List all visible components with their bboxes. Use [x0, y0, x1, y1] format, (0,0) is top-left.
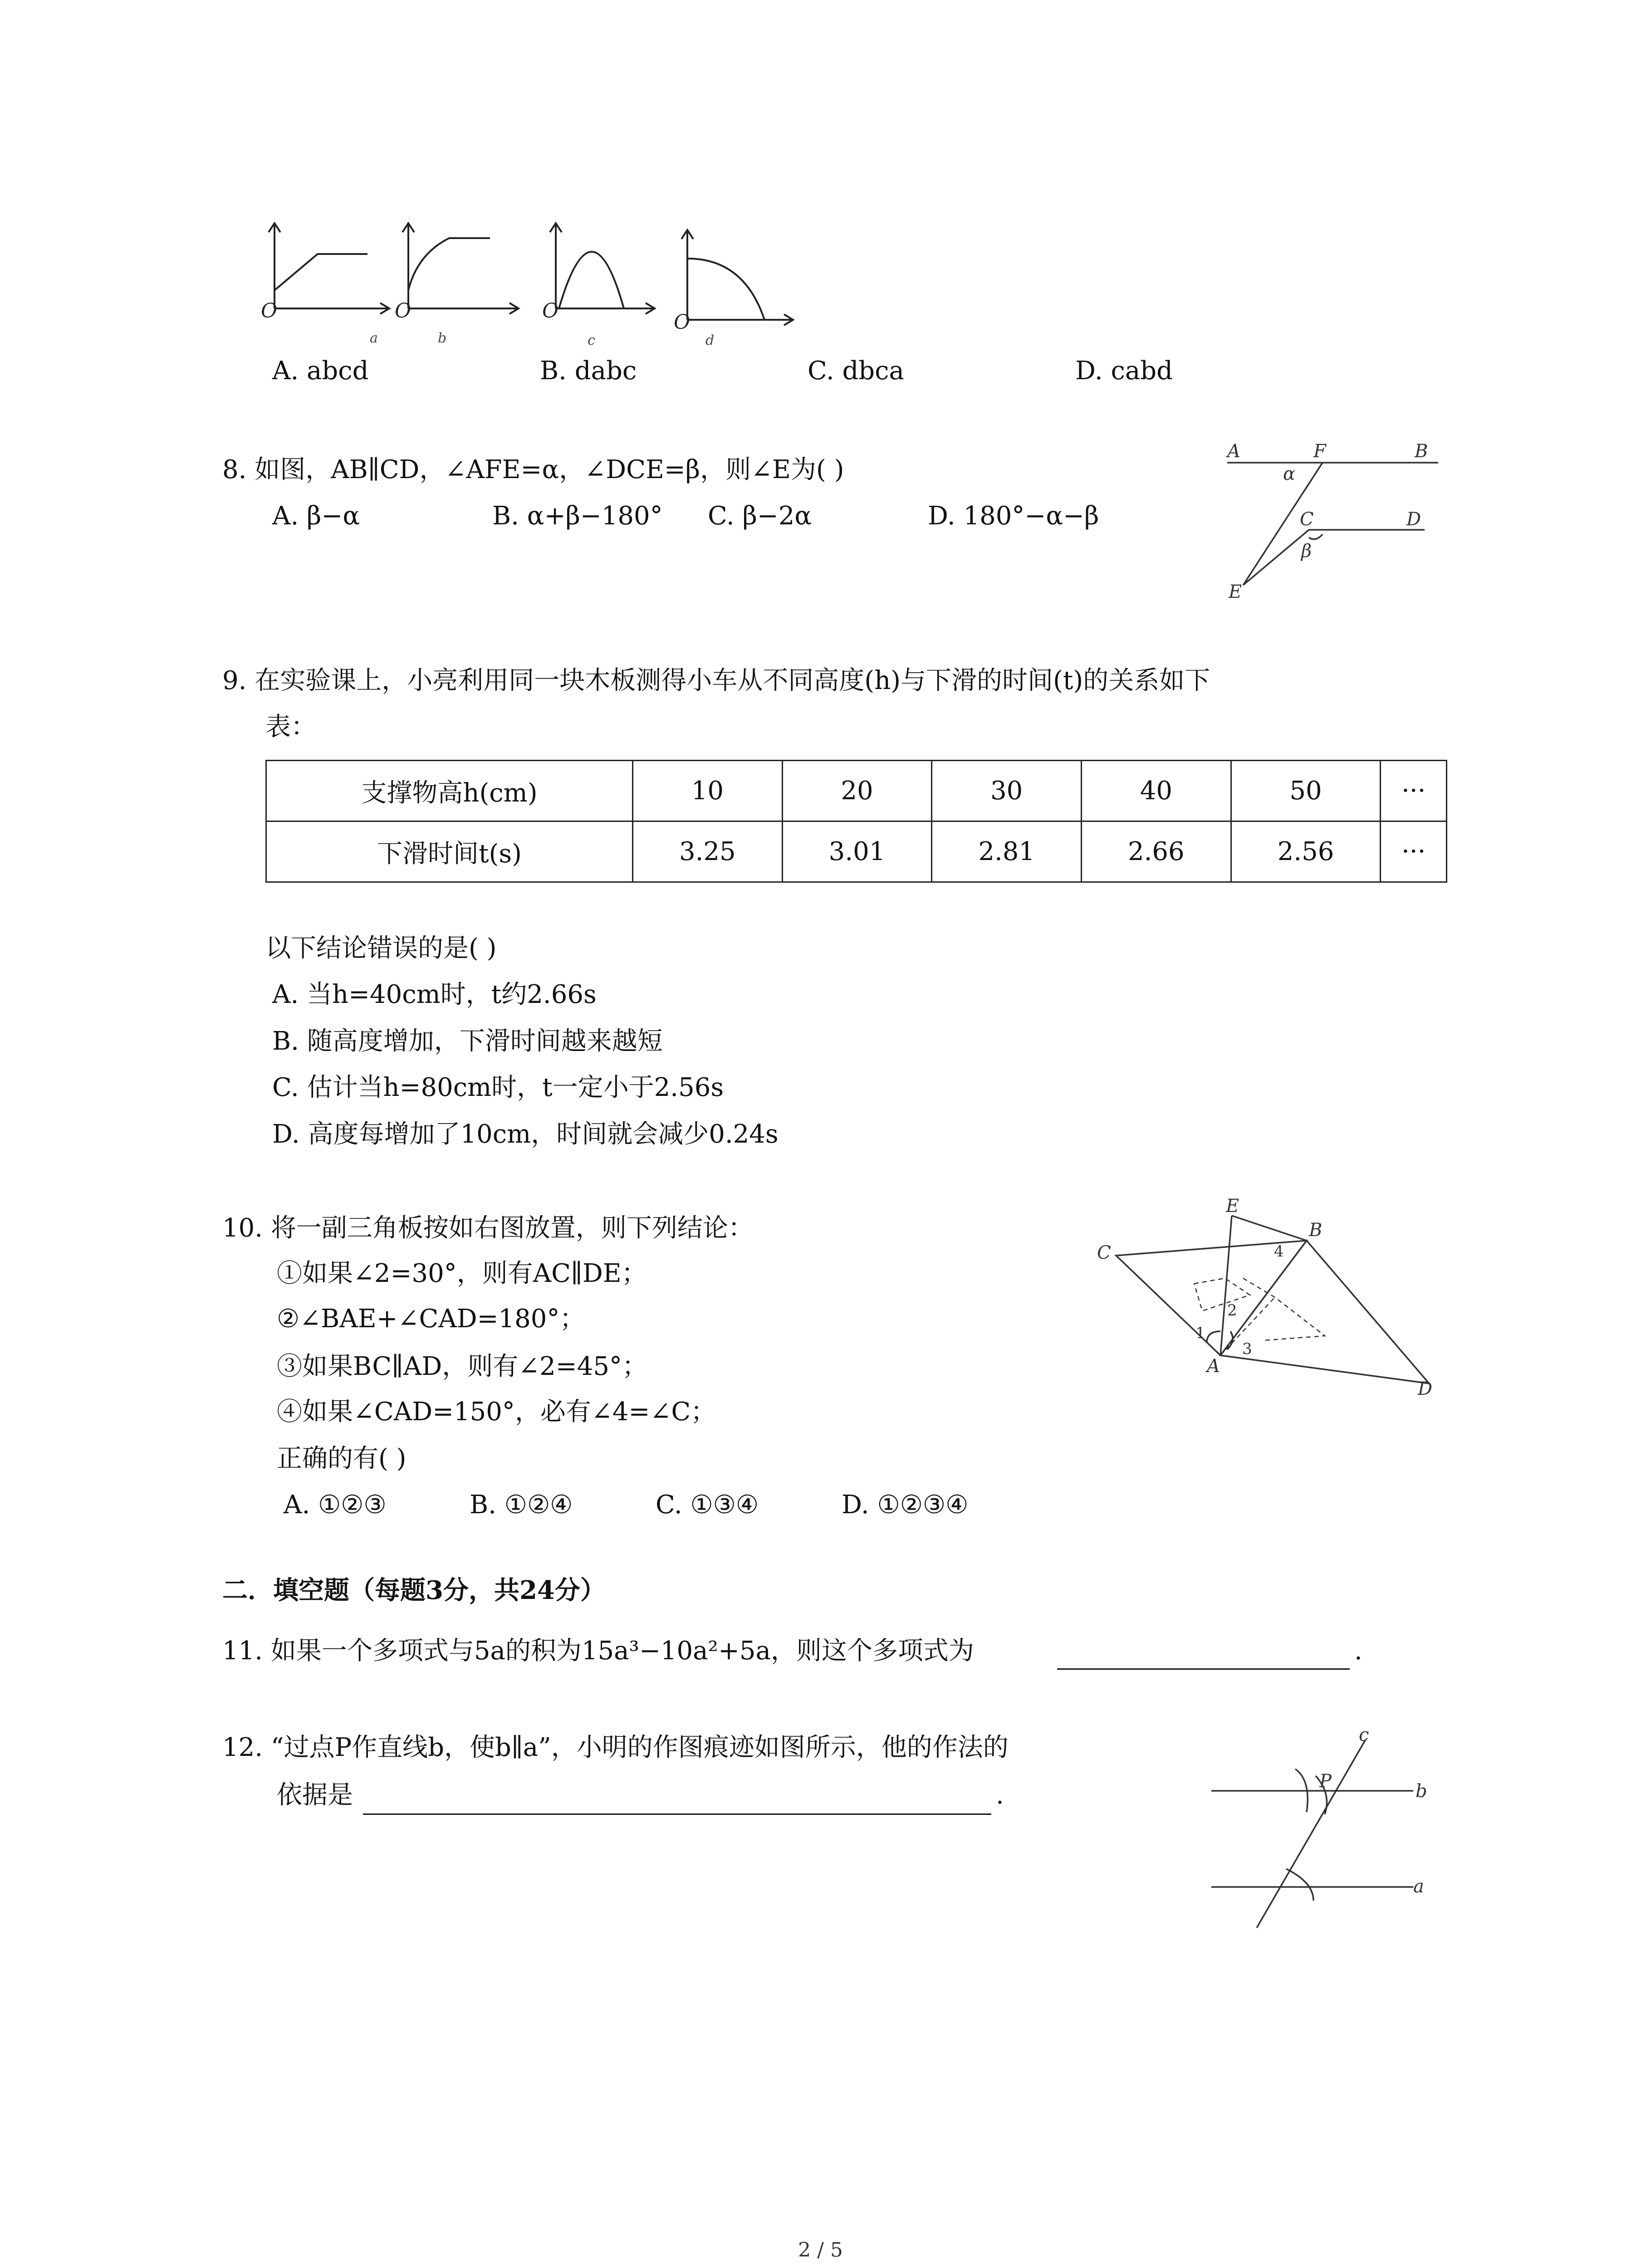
q10-stem: 10. 将一副三角板按如右图放置，则下列结论：: [222, 1213, 754, 1243]
q11-end: .: [1354, 1636, 1362, 1666]
q10-item-3: ③如果BC∥AD，则有∠2=45°；: [277, 1352, 647, 1381]
table-cell: 30: [932, 761, 1082, 821]
graph-label-c: c: [588, 332, 595, 348]
q12-end: .: [996, 1780, 1004, 1810]
table-cell: 10: [633, 761, 783, 821]
table-cell: 40: [1082, 761, 1231, 821]
origin-label-b: O: [395, 299, 411, 323]
graph-label-b: b: [438, 330, 447, 346]
q9-stem-line1: 9. 在实验课上，小亮利用同一块木板测得小车从不同高度(h)与下滑的时间(t)的关系如下: [222, 666, 1210, 695]
q10-item-1: ①如果∠2=30°，则有AC∥DE；: [277, 1259, 647, 1288]
q8-label-d: D: [1406, 509, 1421, 530]
q8-label-f: F: [1313, 441, 1326, 462]
origin-label-d: O: [674, 311, 691, 334]
q9-option-a[interactable]: A. 当h=40cm时，t约2.66s: [272, 980, 597, 1009]
page-number: 2 / 5: [798, 2239, 843, 2262]
q10-label-d: D: [1418, 1378, 1433, 1399]
q7-option-d[interactable]: D. cabd: [1075, 356, 1173, 386]
table-cell: 50: [1231, 761, 1381, 821]
graph-label-d: d: [705, 332, 715, 348]
table-cell: 3.01: [782, 821, 932, 882]
q8-option-c[interactable]: C. β−2α: [708, 501, 812, 531]
q12-line1: 12. “过点P作直线b，使b∥a”，小明的作图痕迹如图所示，他的作法的: [222, 1733, 1009, 1762]
table-cell: 3.25: [633, 821, 783, 882]
q10-label-4: 4: [1274, 1242, 1284, 1261]
q9-option-d[interactable]: D. 高度每增加了10cm，时间就会减少0.24s: [272, 1119, 779, 1149]
q10-option-d[interactable]: D. ①②③④: [842, 1490, 969, 1520]
q8-label-c: C: [1300, 509, 1314, 530]
table-cell: 20: [782, 761, 932, 821]
q7-option-b[interactable]: B. dabc: [540, 356, 637, 386]
table-row-header: 支撑物高h(cm): [266, 761, 633, 821]
q10-question: 正确的有( ): [277, 1444, 407, 1473]
q11-text: 11. 如果一个多项式与5a的积为15a³−10a²+5a，则这个多项式为: [222, 1636, 974, 1666]
table-cell: 2.66: [1082, 821, 1231, 882]
q9-question: 以下结论错误的是( ): [265, 934, 497, 963]
q8-option-a[interactable]: A. β−α: [272, 501, 360, 531]
q10-option-c[interactable]: C. ①③④: [656, 1490, 759, 1520]
q8-option-d[interactable]: D. 180°−α−β: [928, 501, 1099, 531]
q12-label-b: b: [1416, 1781, 1427, 1802]
q7-option-c[interactable]: C. dbca: [808, 356, 904, 386]
q8-label-beta: β: [1301, 541, 1312, 562]
q10-label-3: 3: [1242, 1340, 1252, 1358]
q9-option-b[interactable]: B. 随高度增加，下滑时间越来越短: [272, 1026, 663, 1056]
q8-label-alpha: α: [1283, 464, 1296, 484]
q10-option-a[interactable]: A. ①②③: [284, 1490, 387, 1520]
table-cell: ···: [1381, 761, 1447, 821]
q8-label-b: B: [1415, 441, 1428, 462]
q8-stem: 8. 如图，AB∥CD，∠AFE=α，∠DCE=β，则∠E为( ): [222, 455, 844, 484]
table-cell: 2.81: [932, 821, 1082, 882]
q8-label-e: E: [1229, 582, 1242, 602]
q10-label-a: A: [1207, 1356, 1220, 1377]
q10-label-1: 1: [1195, 1324, 1205, 1342]
q12-label-c: c: [1359, 1725, 1369, 1745]
q12-label-a: a: [1413, 1876, 1424, 1897]
table-cell: ···: [1381, 821, 1447, 882]
q8-label-a: A: [1227, 441, 1240, 462]
table-cell: 2.56: [1231, 821, 1381, 882]
q10-label-b: B: [1309, 1220, 1323, 1241]
q7-option-a[interactable]: A. abcd: [272, 356, 369, 386]
q10-option-b[interactable]: B. ①②④: [470, 1490, 573, 1520]
origin-label-a: O: [261, 299, 278, 323]
q12-line2: 依据是: [277, 1780, 353, 1810]
q9-stem-line2: 表：: [265, 712, 316, 742]
q10-item-4: ④如果∠CAD=150°，必有∠4=∠C；: [277, 1397, 716, 1427]
q10-label-e: E: [1226, 1196, 1239, 1217]
q10-item-2: ②∠BAE+∠CAD=180°；: [277, 1304, 585, 1334]
origin-label-c: O: [542, 299, 559, 323]
q9-option-c[interactable]: C. 估计当h=80cm时，t一定小于2.56s: [272, 1073, 724, 1102]
q10-label-c: C: [1097, 1242, 1111, 1263]
section2-title: 二．填空题（每题3分，共24分）: [222, 1575, 606, 1605]
q10-label-2: 2: [1227, 1301, 1237, 1320]
graph-label-a: a: [370, 330, 378, 346]
table-row-header: 下滑时间t(s): [266, 821, 633, 882]
q12-label-p: P: [1319, 1771, 1332, 1792]
q8-option-b[interactable]: B. α+β−180°: [492, 501, 663, 531]
